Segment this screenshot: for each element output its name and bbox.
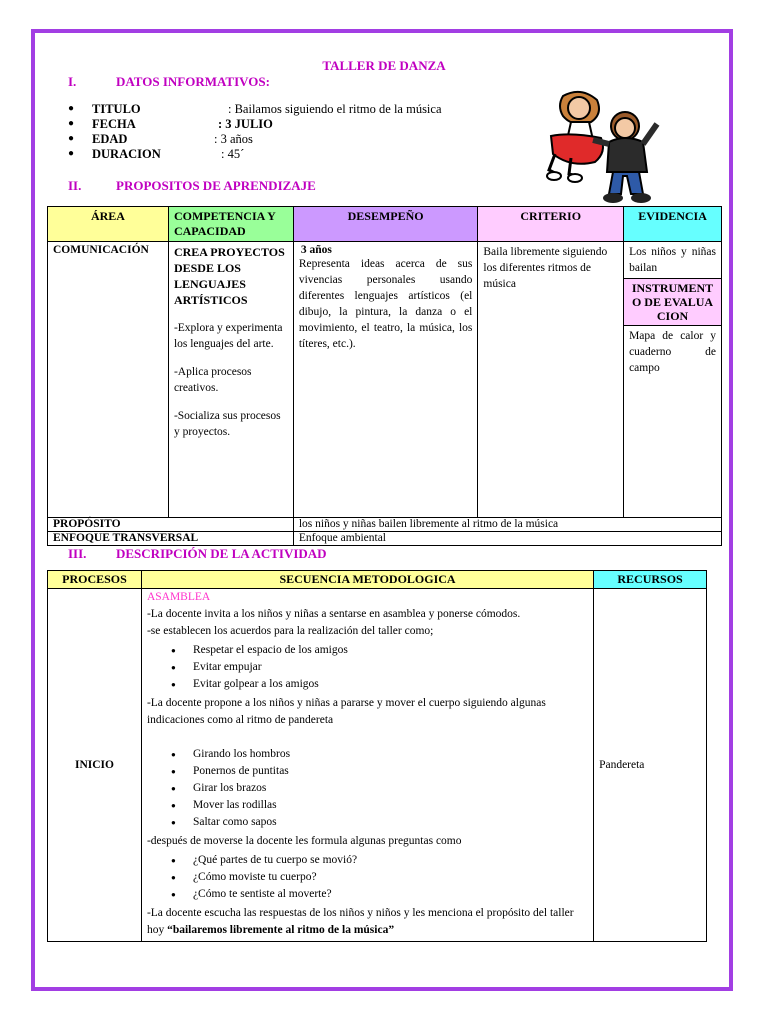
- header-criterio: CRITERIO: [478, 207, 624, 242]
- info-value: : 3 JULIO: [218, 117, 273, 131]
- enfoque-row: [48, 532, 722, 546]
- step-propone: -La docente propone a los niños y niñas a pararse y mover el cuerpo siguiendo algunas indicaciones como al ritmo de pandereta: [146, 697, 546, 726]
- movimientos-list: [147, 746, 588, 831]
- criterio-cell: Baila libremente siguiendo los diferentes ritmos de música: [478, 242, 624, 518]
- proposito-value: los niños y niñas bailen libremente al ritmo de la música: [293, 518, 721, 532]
- proceso-inicio: INICIO: [48, 589, 142, 942]
- page-title: TALLER DE DANZA: [322, 58, 446, 73]
- evidencia-cell: [624, 242, 722, 518]
- list-item: ● Mover las rodillas: [193, 797, 588, 814]
- info-value: : Bailamos siguiendo el ritmo de la música: [228, 102, 442, 116]
- proposito-label: PROPÓSITO: [48, 518, 294, 532]
- bullet-icon: ●: [68, 103, 75, 114]
- header-competencia: COMPETENCIA Y CAPACIDAD: [168, 207, 293, 242]
- info-value: : 45´: [221, 147, 245, 161]
- list-item: ● Evitar empujar: [193, 659, 588, 676]
- section3-number: III.: [68, 546, 87, 561]
- header-desempeno: DESEMPEÑO: [293, 207, 478, 242]
- purposes-header-row: [48, 207, 722, 242]
- list-item: ● Respetar el espacio de los amigos: [193, 642, 588, 659]
- proposito-bold: “bailaremos libremente al ritmo de la música”: [167, 924, 395, 936]
- dancing-kids-illustration: [541, 86, 665, 206]
- header-secuencia: SECUENCIA METODOLOGICA: [141, 571, 593, 589]
- section2-heading: PROPOSITOS DE APRENDIZAJE: [116, 178, 316, 193]
- header-evidencia: EVIDENCIA: [624, 207, 722, 242]
- activity-header-row: [48, 571, 707, 589]
- list-item: ● Ponernos de puntitas: [193, 763, 588, 780]
- proposito-row: [48, 518, 722, 532]
- info-value: : 3 años: [214, 132, 253, 146]
- capacidad-item: -Aplica procesos creativos.: [173, 366, 252, 394]
- list-item: ● ¿Cómo te sentiste al moverte?: [193, 886, 588, 903]
- asamblea-heading: ASAMBLEA: [146, 591, 211, 603]
- desempeno-text: Representa ideas acerca de sus vivencias personales usando diferentes lenguajes artísticos (el dibujo, la pintura, la danza o el movimiento, el teatro, la música, los títeres, etc.).: [298, 258, 473, 350]
- list-item: ● Evitar golpear a los amigos: [193, 676, 588, 693]
- list-item: ● Saltar como sapos: [193, 814, 588, 831]
- secuencia-cell: [141, 589, 593, 942]
- acuerdos-list: [147, 642, 588, 693]
- list-item: ● Girar los brazos: [193, 780, 588, 797]
- section2-number: II.: [68, 178, 82, 193]
- step-acuerdos: -se establecen los acuerdos para la realización del taller como;: [146, 625, 434, 637]
- preguntas-list: [147, 852, 588, 903]
- header-procesos: PROCESOS: [48, 571, 142, 589]
- desempeno-age: 3 años: [300, 244, 332, 256]
- bullet-icon: ●: [68, 148, 75, 159]
- desempeno-cell: [293, 242, 478, 518]
- enfoque-value: Enfoque ambiental: [293, 532, 721, 546]
- info-key: FECHA: [92, 117, 136, 131]
- list-item: ● Girando los hombros: [193, 746, 588, 763]
- activity-table: [47, 570, 707, 942]
- header-recursos: RECURSOS: [594, 571, 707, 589]
- section1-heading: DATOS INFORMATIVOS:: [116, 74, 270, 89]
- step-preguntas: -después de moverse la docente les formula algunas preguntas como: [146, 835, 462, 847]
- recurso-cell: Pandereta: [594, 589, 707, 942]
- area-cell: COMUNICACIÓN: [48, 242, 169, 518]
- bullet-icon: ●: [68, 133, 75, 144]
- list-item: ● ¿Cómo moviste tu cuerpo?: [193, 869, 588, 886]
- info-key: DURACION: [92, 147, 161, 161]
- capacidad-item: -Socializa sus procesos y proyectos.: [173, 410, 281, 438]
- evidencia-text: Los niños y niñas bailan: [624, 242, 721, 279]
- capacidad-item: -Explora y experimenta los lenguajes del arte.: [173, 322, 283, 350]
- section1-number: I.: [68, 74, 77, 89]
- info-key: EDAD: [92, 132, 128, 146]
- competencia-cell: [168, 242, 293, 518]
- purposes-body-row: [48, 242, 722, 518]
- enfoque-label: ENFOQUE TRANSVERSAL: [48, 532, 294, 546]
- bullet-icon: ●: [68, 118, 75, 129]
- proposito-text: -La docente escucha las respuestas de los niños y niños y les menciona el propósito del taller hoy: [146, 907, 574, 936]
- info-key: TITULO: [92, 102, 141, 116]
- instrumento-header: INSTRUMENTO DE EVALUACION: [624, 279, 721, 326]
- section3-heading: DESCRIPCIÓN DE LA ACTIVIDAD: [116, 546, 327, 561]
- instrumento-text: Mapa de calor y cuaderno de campo: [629, 330, 716, 374]
- step-invita: -La docente invita a los niños y niñas a sentarse en asamblea y ponerse cómodos.: [146, 608, 521, 620]
- step-proposito: [147, 905, 588, 939]
- competencia-title: CREA PROYECTOS DESDE LOS LENGUAJES ARTÍSTICOS: [173, 245, 285, 307]
- list-item: ● ¿Qué partes de tu cuerpo se movió?: [193, 852, 588, 869]
- header-area: ÁREA: [48, 207, 169, 242]
- purposes-table: [47, 206, 722, 546]
- inicio-row: [48, 589, 707, 942]
